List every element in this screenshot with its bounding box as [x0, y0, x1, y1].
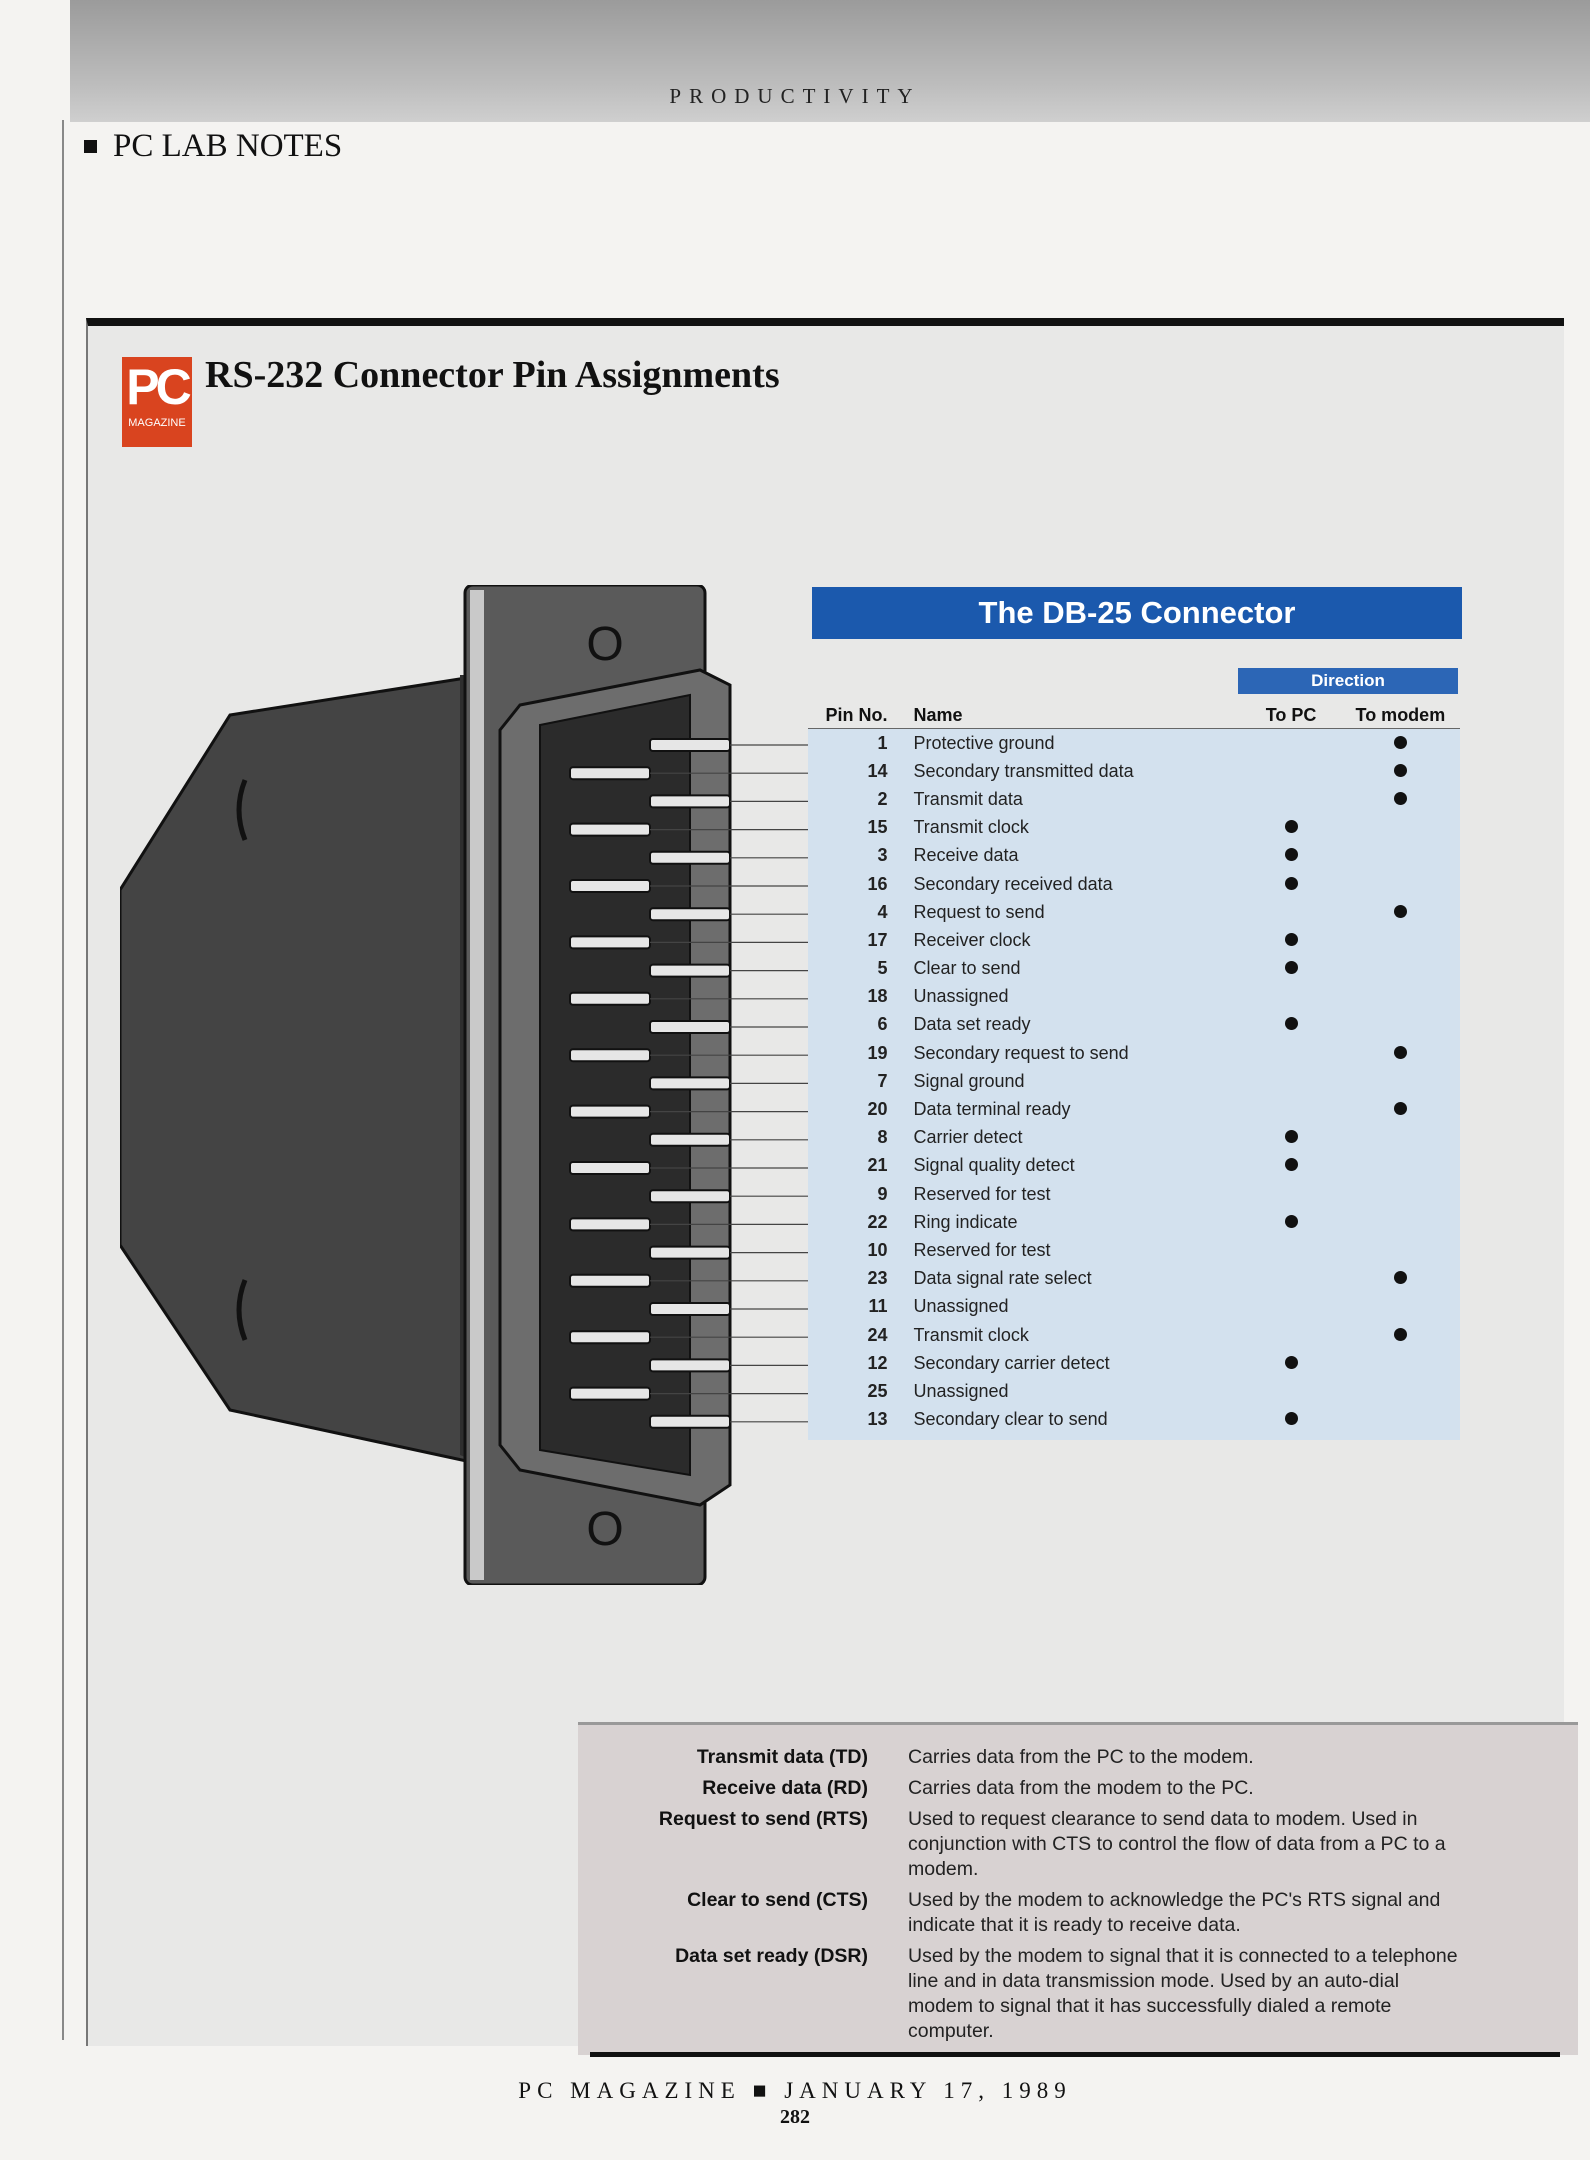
definition-term: Transmit data (TD): [696, 1746, 868, 1768]
pin-name: Clear to send: [913, 958, 1021, 979]
figure-title: RS-232 Connector Pin Assignments: [205, 354, 780, 396]
pin-row: [808, 1180, 1460, 1208]
pin-name: Transmit data: [913, 788, 1023, 809]
pin-name: Secondary clear to send: [913, 1409, 1108, 1430]
to-pc-cell: [1241, 874, 1340, 895]
pin-number: 24: [867, 1324, 888, 1345]
connector-pin: [650, 1359, 730, 1371]
to-pc-cell: [1241, 930, 1340, 951]
to-modem-cell: [1341, 1043, 1460, 1064]
pin-number: 7: [877, 1070, 888, 1091]
pin-table-header: [808, 698, 1460, 729]
to-modem-cell: [1341, 733, 1460, 754]
column-heading: [84, 128, 342, 165]
to-pc-cell: [1241, 1353, 1340, 1374]
connector-pin: [650, 965, 730, 977]
connector-pin: [570, 824, 650, 836]
pin-name: Signal ground: [913, 1070, 1025, 1091]
pin-name: Unassigned: [913, 1380, 1009, 1401]
pin-row: [808, 1236, 1460, 1264]
pin-number: 18: [867, 986, 888, 1007]
to-pc-cell: [1241, 958, 1340, 979]
direction-dot-icon: [1394, 792, 1407, 805]
footer-separator-icon: ■: [752, 2078, 773, 2103]
connector-pin: [570, 1106, 650, 1118]
direction-label: Direction: [1238, 668, 1458, 694]
connector-pin: [570, 1331, 650, 1343]
pin-number: 2: [877, 788, 888, 809]
header-pin: Pin No.: [825, 705, 888, 725]
connector-pin: [650, 852, 730, 864]
pin-number: 21: [867, 1155, 888, 1176]
pin-row: [808, 1124, 1460, 1152]
direction-dot-icon: [1394, 1328, 1407, 1341]
to-modem-cell: [1341, 1325, 1460, 1346]
connector-pin: [570, 1162, 650, 1174]
column-heading-text: PC LAB NOTES: [113, 128, 343, 164]
pin-row: [808, 1377, 1460, 1405]
definition-term: Data set ready (DSR): [675, 1945, 868, 1967]
footer-date: JANUARY 17, 1989: [784, 2078, 1072, 2103]
definition-term: Clear to send (CTS): [687, 1889, 868, 1911]
pin-row: [808, 898, 1460, 926]
direction-dot-icon: [1394, 1046, 1407, 1059]
to-pc-cell: [1241, 1155, 1340, 1176]
pin-row: [808, 1349, 1460, 1377]
direction-dot-icon: [1285, 1130, 1298, 1143]
table-title: The DB-25 Connector: [812, 587, 1462, 639]
pin-name: Request to send: [913, 901, 1045, 922]
direction-dot-icon: [1285, 1356, 1298, 1369]
pin-number: 5: [877, 958, 888, 979]
to-modem-cell: [1341, 902, 1460, 923]
pin-name: Secondary received data: [913, 873, 1113, 894]
pin-row: [808, 870, 1460, 898]
pin-number: 14: [867, 760, 888, 781]
pin-row: [808, 1067, 1460, 1095]
header-to-pc: To PC: [1265, 705, 1317, 725]
connector-pin: [570, 1275, 650, 1287]
left-rule: [62, 120, 64, 2040]
pin-name: Protective ground: [913, 732, 1055, 753]
pin-name: Transmit clock: [913, 817, 1029, 838]
pin-row: [808, 983, 1460, 1011]
pin-number: 20: [867, 1099, 888, 1120]
pin-row: [808, 1265, 1460, 1293]
definition-term: Request to send (RTS): [658, 1808, 868, 1830]
pin-row: [808, 785, 1460, 813]
definition-row: [578, 1739, 1578, 1770]
pin-number: 15: [867, 817, 888, 838]
to-pc-cell: [1241, 1014, 1340, 1035]
to-pc-cell: [1241, 1409, 1340, 1430]
pin-row: [808, 955, 1460, 983]
pin-name: Data terminal ready: [913, 1099, 1071, 1120]
connector-pin: [650, 908, 730, 920]
pin-name: Transmit clock: [913, 1324, 1029, 1345]
connector-pin: [570, 993, 650, 1005]
to-pc-cell: [1241, 1127, 1340, 1148]
connector-pin: [650, 1134, 730, 1146]
connector-pin: [570, 936, 650, 948]
to-modem-cell: [1341, 1099, 1460, 1120]
pin-name: Ring indicate: [913, 1211, 1018, 1232]
header-name: Name: [913, 705, 963, 725]
pin-row: [808, 1208, 1460, 1236]
pin-name: Unassigned: [913, 1296, 1009, 1317]
pin-name: Data signal rate select: [913, 1268, 1092, 1289]
pin-number: 9: [877, 1183, 888, 1204]
to-modem-cell: [1341, 761, 1460, 782]
pin-name: Secondary request to send: [913, 1042, 1129, 1063]
pin-number: 12: [867, 1352, 888, 1373]
definition-row: [578, 1938, 1578, 2044]
pin-row: [808, 842, 1460, 870]
direction-dot-icon: [1285, 933, 1298, 946]
pin-row: [808, 729, 1460, 757]
pin-row: [808, 926, 1460, 954]
pin-number: 22: [867, 1211, 888, 1232]
pin-number: 19: [867, 1042, 888, 1063]
pin-table: [808, 698, 1460, 1440]
pin-number: 13: [867, 1409, 888, 1430]
connector-pin: [650, 1416, 730, 1428]
pin-name: Reserved for test: [913, 1183, 1051, 1204]
pin-row: [808, 814, 1460, 842]
pin-row: [808, 1011, 1460, 1039]
bullet-square-icon: [84, 140, 97, 153]
pin-row: [808, 1152, 1460, 1180]
pin-number: 8: [877, 1127, 888, 1148]
direction-dot-icon: [1285, 1215, 1298, 1228]
pin-number: 23: [867, 1268, 888, 1289]
header-to-modem: To modem: [1355, 705, 1446, 725]
direction-dot-icon: [1285, 848, 1298, 861]
pin-name: Secondary carrier detect: [913, 1352, 1110, 1373]
section-name: PRODUCTIVITY: [669, 84, 921, 108]
definition-row: [578, 1801, 1578, 1882]
definition-term: Receive data (RD): [702, 1777, 868, 1799]
pin-row: [808, 1321, 1460, 1349]
connector-pin: [650, 739, 730, 751]
connector-pin: [570, 1049, 650, 1061]
pin-table-body: [808, 729, 1460, 1440]
pin-number: 4: [877, 901, 888, 922]
direction-dot-icon: [1394, 736, 1407, 749]
connector-pin: [570, 1218, 650, 1230]
direction-dot-icon: [1285, 1158, 1298, 1171]
pin-number: 1: [877, 732, 888, 753]
pin-name: Receive data: [913, 845, 1019, 866]
direction-dot-icon: [1285, 820, 1298, 833]
pin-name: Data set ready: [913, 1014, 1031, 1035]
pin-row: [808, 1039, 1460, 1067]
definition-text: Carries data from the modem to the PC.: [908, 1777, 1254, 1799]
connector-pin: [650, 1247, 730, 1259]
pin-number: 3: [877, 845, 888, 866]
connector-pin: [650, 1021, 730, 1033]
pin-row: [808, 1406, 1460, 1434]
direction-dot-icon: [1285, 1017, 1298, 1030]
pin-number: 6: [877, 1014, 888, 1035]
pc-magazine-logo: PC MAGAZINE: [122, 357, 192, 447]
pin-row: [808, 757, 1460, 785]
connector-pin: [650, 1303, 730, 1315]
direction-dot-icon: [1285, 961, 1298, 974]
direction-dot-icon: [1394, 764, 1407, 777]
connector-pin: [650, 1190, 730, 1202]
pin-number: 11: [868, 1296, 888, 1317]
direction-dot-icon: [1394, 905, 1407, 918]
to-pc-cell: [1241, 845, 1340, 866]
connector-pin: [570, 1388, 650, 1400]
definition-row: [578, 1882, 1578, 1938]
pin-name: Unassigned: [913, 986, 1009, 1007]
pin-number: 17: [867, 929, 888, 950]
definition-text: Used by the modem to signal that it is connected to a telephone line and in data transmission mode. Used by an auto-dial modem to signal that it has successfully dialed a remote computer.: [908, 1945, 1458, 2042]
to-modem-cell: [1341, 1268, 1460, 1289]
pin-name: Signal quality detect: [913, 1155, 1075, 1176]
connector-pin: [650, 795, 730, 807]
db25-connector-illustration: [120, 585, 810, 1585]
connector-pin: [570, 880, 650, 892]
pin-name: Reserved for test: [913, 1239, 1051, 1260]
flange-highlight: [470, 590, 484, 1580]
mount-hole-top: O: [586, 618, 624, 671]
page-footer: [0, 2078, 1590, 2104]
definitions-box: [578, 1722, 1578, 2055]
definition-text: Carries data from the PC to the modem.: [908, 1746, 1254, 1768]
footer-magazine: PC MAGAZINE: [518, 2078, 741, 2103]
pin-number: 10: [867, 1239, 888, 1260]
pin-number: 16: [867, 873, 888, 894]
pin-name: Secondary transmitted data: [913, 760, 1134, 781]
to-modem-cell: [1341, 789, 1460, 810]
page-number: 282: [780, 2106, 810, 2128]
direction-dot-icon: [1394, 1102, 1407, 1115]
definition-text: Used by the modem to acknowledge the PC's RTS signal and indicate that it is ready to receive data.: [908, 1889, 1441, 1936]
connector-hood: [120, 675, 485, 1465]
direction-dot-icon: [1285, 877, 1298, 890]
definition-text: Used to request clearance to send data to modem. Used in conjunction with CTS to control the flow of data from a PC to a modem.: [908, 1808, 1446, 1880]
pin-row: [808, 1095, 1460, 1123]
direction-dot-icon: [1285, 1412, 1298, 1425]
to-pc-cell: [1241, 1212, 1340, 1233]
pin-row: [808, 1293, 1460, 1321]
pin-name: Carrier detect: [913, 1127, 1023, 1148]
mount-hole-bottom: O: [586, 1503, 624, 1556]
connector-pin: [650, 1077, 730, 1089]
connector-pin: [570, 767, 650, 779]
bottom-rule: [590, 2052, 1560, 2057]
direction-dot-icon: [1394, 1271, 1407, 1284]
to-pc-cell: [1241, 817, 1340, 838]
definition-row: [578, 1770, 1578, 1801]
pin-number: 25: [867, 1380, 888, 1401]
pin-name: Receiver clock: [913, 929, 1031, 950]
